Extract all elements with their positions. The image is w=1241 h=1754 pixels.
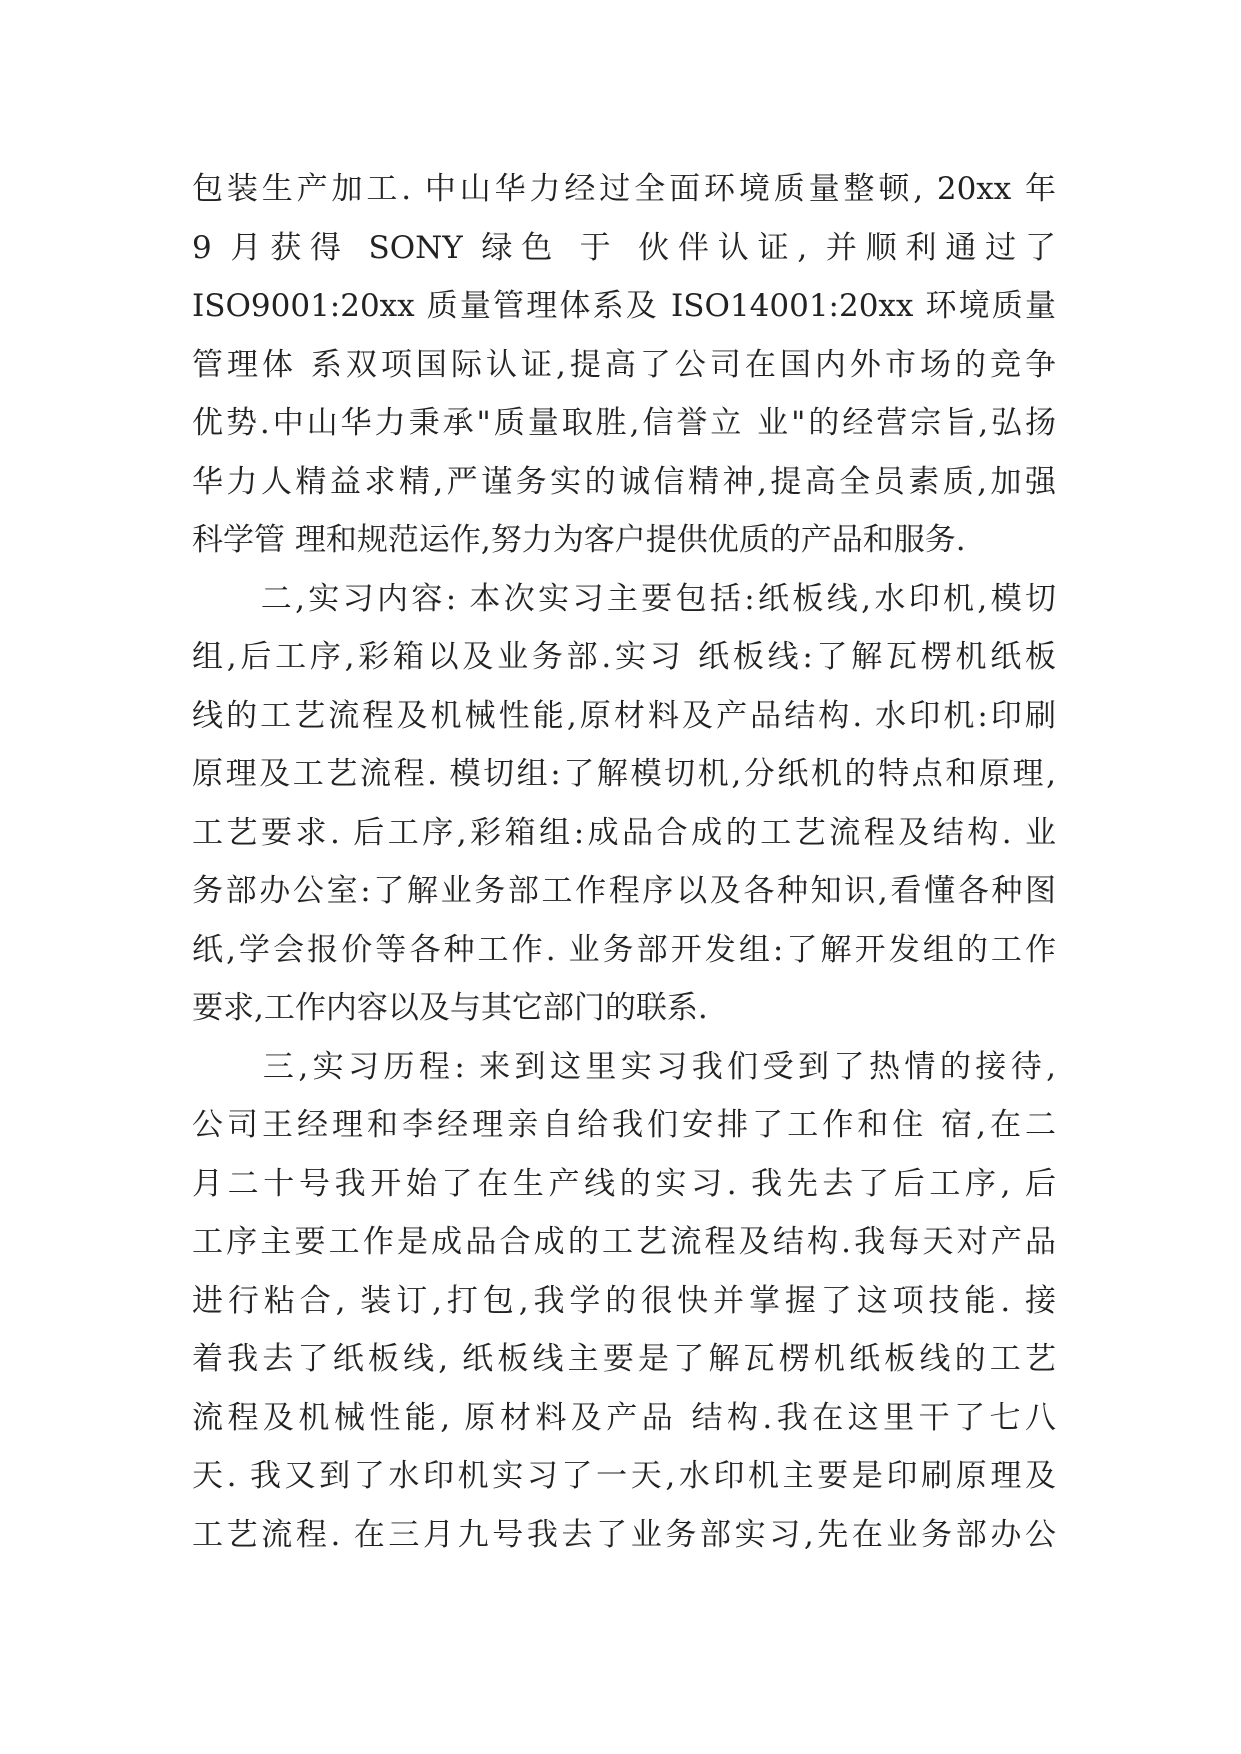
text-line: 组,后工序,彩箱以及业务部.实习 纸板线:了解瓦楞机纸板 [192,639,1056,675]
text-line: 纸,学会报价等各种工作. 业务部开发组:了解开发组的工作 [192,931,1056,968]
body-text [192,160,1056,1564]
text-line: 二,实习内容: 本次实习主要包括:纸板线,水印机,模切 [192,580,1056,617]
text-line: 优势.中山华力秉承"质量取胜,信誉立 业"的经营宗旨,弘扬 [192,405,1056,441]
text-line: 管理体 系双项国际认证,提高了公司在国内外市场的竞争 [192,346,1056,383]
text-line: ISO9001:20xx 质量管理体系及 ISO14001:20xx 环境质量 [192,288,1056,324]
text-line: 工艺流程. 在三月九号我去了业务部实习,先在业务部办公 [192,1516,1056,1553]
text-line: 线的工艺流程及机械性能,原材料及产品结构. 水印机:印刷 [192,697,1056,734]
text-line: 着我去了纸板线, 纸板线主要是了解瓦楞机纸板线的工艺 [192,1341,1056,1377]
text-line: 公司王经理和李经理亲自给我们安排了工作和住 宿,在二 [192,1107,1056,1143]
text-line: 天. 我又到了水印机实习了一天,水印机主要是印刷原理及 [192,1458,1056,1494]
text-line: 工序主要工作是成品合成的工艺流程及结构.我每天对产品 [192,1224,1056,1260]
text-line: 进行粘合, 装订,打包,我学的很快并掌握了这项技能. 接 [192,1282,1056,1319]
text-line: 流程及机械性能, 原材料及产品 结构.我在这里干了七八 [192,1399,1056,1436]
text-line: 月二十号我开始了在生产线的实习. 我先去了后工序, 后 [192,1165,1056,1202]
text-line: 三,实习历程: 来到这里实习我们受到了热情的接待, [192,1048,1056,1085]
text-line: 包装生产加工. 中山华力经过全面环境质量整顿, 20xx 年 [192,171,1056,207]
text-line: 务部办公室:了解业务部工作程序以及各种知识,看懂各种图 [192,873,1056,909]
text-line: 9 月获得 SONY 绿色 于 伙伴认证, 并顺利通过了 [192,229,1056,266]
text-line: 工艺要求. 后工序,彩箱组:成品合成的工艺流程及结构. 业 [192,814,1056,851]
text-line: 要求,工作内容以及与其它部门的联系. [192,990,708,1026]
text-line: 原理及工艺流程. 模切组:了解模切机,分纸机的特点和原理, [192,756,1056,792]
text-line: 华力人精益求精,严谨务实的诚信精神,提高全员素质,加强 [192,463,1056,500]
text-line: 科学管 理和规范运作,努力为客户提供优质的产品和服务. [192,522,966,558]
